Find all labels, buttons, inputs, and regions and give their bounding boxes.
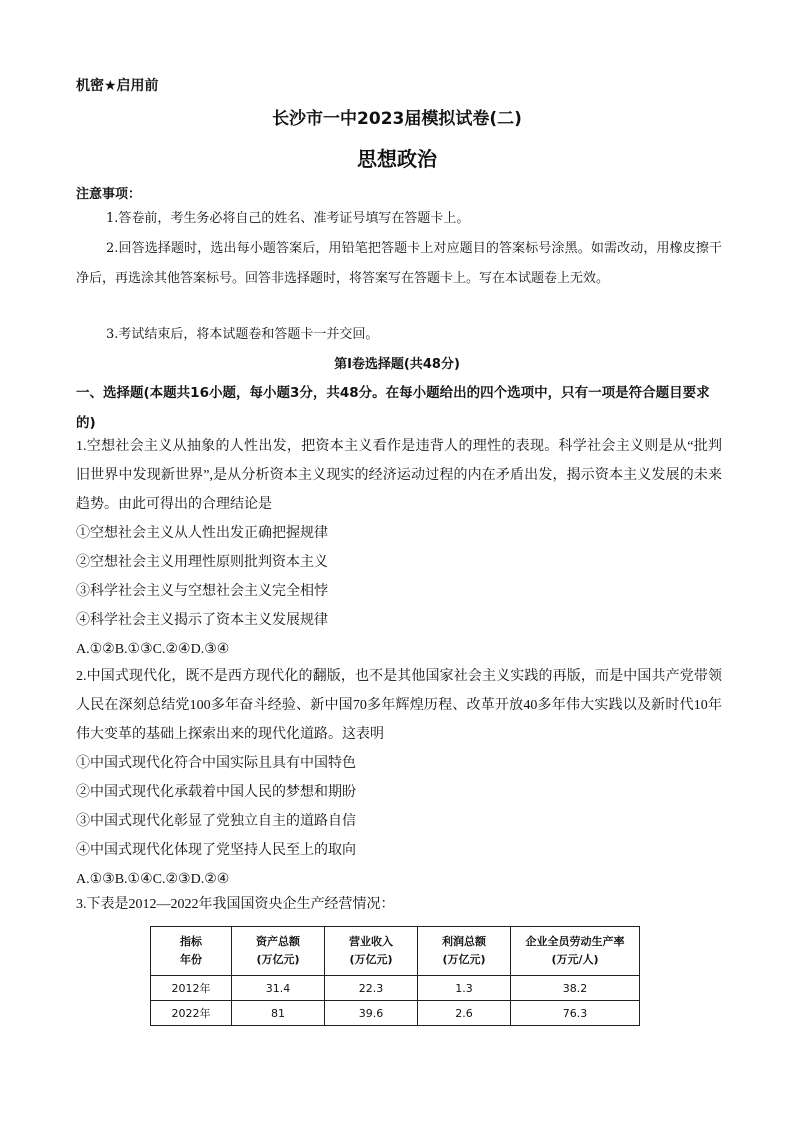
- table-cell-year: 2022年: [151, 1001, 232, 1026]
- column-header: [418, 927, 511, 976]
- question-stem: 3.下表是2012—2022年我国国资央企生产经营情况：: [76, 897, 395, 912]
- option-item: ②中国式现代化承载着中国人民的梦想和期盼: [76, 785, 356, 800]
- section-title: 第Ⅰ卷选择题(共48分): [334, 357, 460, 372]
- column-header: [325, 927, 418, 976]
- table-cell: 39.6: [325, 1001, 418, 1026]
- option-item: ①空想社会主义从人性出发正确把握规律: [76, 526, 328, 541]
- option-item: ①中国式现代化符合中国实际且具有中国特色: [76, 756, 356, 771]
- table-header-row: [151, 927, 640, 976]
- notice-item-3: 3.考试结束后，将本试题卷和答题卡一并交回。: [106, 327, 379, 342]
- question-1: [76, 432, 722, 664]
- option-item: ③中国式现代化彰显了党独立自主的道路自信: [76, 814, 356, 829]
- table-cell: 38.2: [511, 976, 640, 1001]
- question-stem: 2.中国式现代化，既不是西方现代化的翻版，也不是其他国家社会主义实践的再版，而是中国共产党带领人民在深刻总结党100多年奋斗经验、新中国70多年辉煌历程、改革开放40多年伟大实践以及新时代10年伟大变革的基础上探索出来的现代化道路。这表明: [76, 669, 722, 742]
- notice-item-2: 2.回答选择题时，选出每小题答案后，用铅笔把答题卡上对应题目的答案标号涂黑。如需改动，用橡皮擦干净后，再选涂其他答案标号。回答非选择题时，将答案写在答题卡上。写在本试题卷上无效。: [76, 241, 722, 286]
- notice-heading: 注意事项：: [76, 187, 142, 202]
- option-item: ④中国式现代化体现了党坚持人民至上的取向: [76, 843, 356, 858]
- column-header-unit: (万亿元): [442, 953, 486, 966]
- table-cell: 81: [232, 1001, 325, 1026]
- table-cell: 1.3: [418, 976, 511, 1001]
- table-row: [151, 1001, 640, 1026]
- column-header-name: 营业收入: [349, 935, 393, 948]
- table-cell: 31.4: [232, 976, 325, 1001]
- table-row: [151, 976, 640, 1001]
- table-cell: 22.3: [325, 976, 418, 1001]
- column-header: [511, 927, 640, 976]
- option-item: ②空想社会主义用理性原则批判资本主义: [76, 555, 328, 570]
- column-header-unit: (万元/人): [551, 953, 599, 966]
- question-3: [76, 890, 722, 919]
- column-header-unit: (万亿元): [256, 953, 300, 966]
- confidential-label: 机密★启用前: [76, 78, 159, 94]
- corner-year-label: 年份: [180, 953, 202, 966]
- part-title: 一、选择题(本题共16小题，每小题3分，共48分。在每小题给出的四个选项中，只有一项是符合题目要求的): [76, 385, 710, 431]
- column-header-name: 企业全员劳动生产率: [525, 935, 625, 948]
- answer-choices: A.①③B.①④C.②③D.②④: [76, 872, 230, 887]
- column-header-unit: (万亿元): [349, 953, 393, 966]
- column-header: [232, 927, 325, 976]
- subject-title: 思想政治: [357, 147, 437, 171]
- question-stem: 1.空想社会主义从抽象的人性出发，把资本主义看作是违背人的理性的表现。科学社会主义则是从“批判旧世界中发现新世界”,是从分析资本主义现实的经济运动过程的内在矛盾出发，揭示资本主义发展的未来趋势。由此可得出的合理结论是: [76, 439, 722, 512]
- option-item: ④科学社会主义揭示了资本主义发展规律: [76, 613, 328, 628]
- table-cell: 76.3: [511, 1001, 640, 1026]
- column-header-name: 资产总额: [256, 935, 300, 948]
- table-corner: [151, 927, 232, 976]
- notice-item-1: 1.答卷前，考生务必将自己的姓名、准考证号填写在答题卡上。: [106, 211, 470, 226]
- question-2: [76, 662, 722, 894]
- table-cell: 2.6: [418, 1001, 511, 1026]
- column-header-name: 利润总额: [442, 935, 486, 948]
- answer-choices: A.①②B.①③C.②④D.③④: [76, 642, 230, 657]
- corner-indicator-label: 指标: [180, 935, 202, 948]
- table-cell-year: 2012年: [151, 976, 232, 1001]
- exam-title: 长沙市一中2023届模拟试卷(二): [272, 109, 522, 129]
- option-item: ③科学社会主义与空想社会主义完全相悖: [76, 584, 328, 599]
- data-table: [150, 926, 640, 1026]
